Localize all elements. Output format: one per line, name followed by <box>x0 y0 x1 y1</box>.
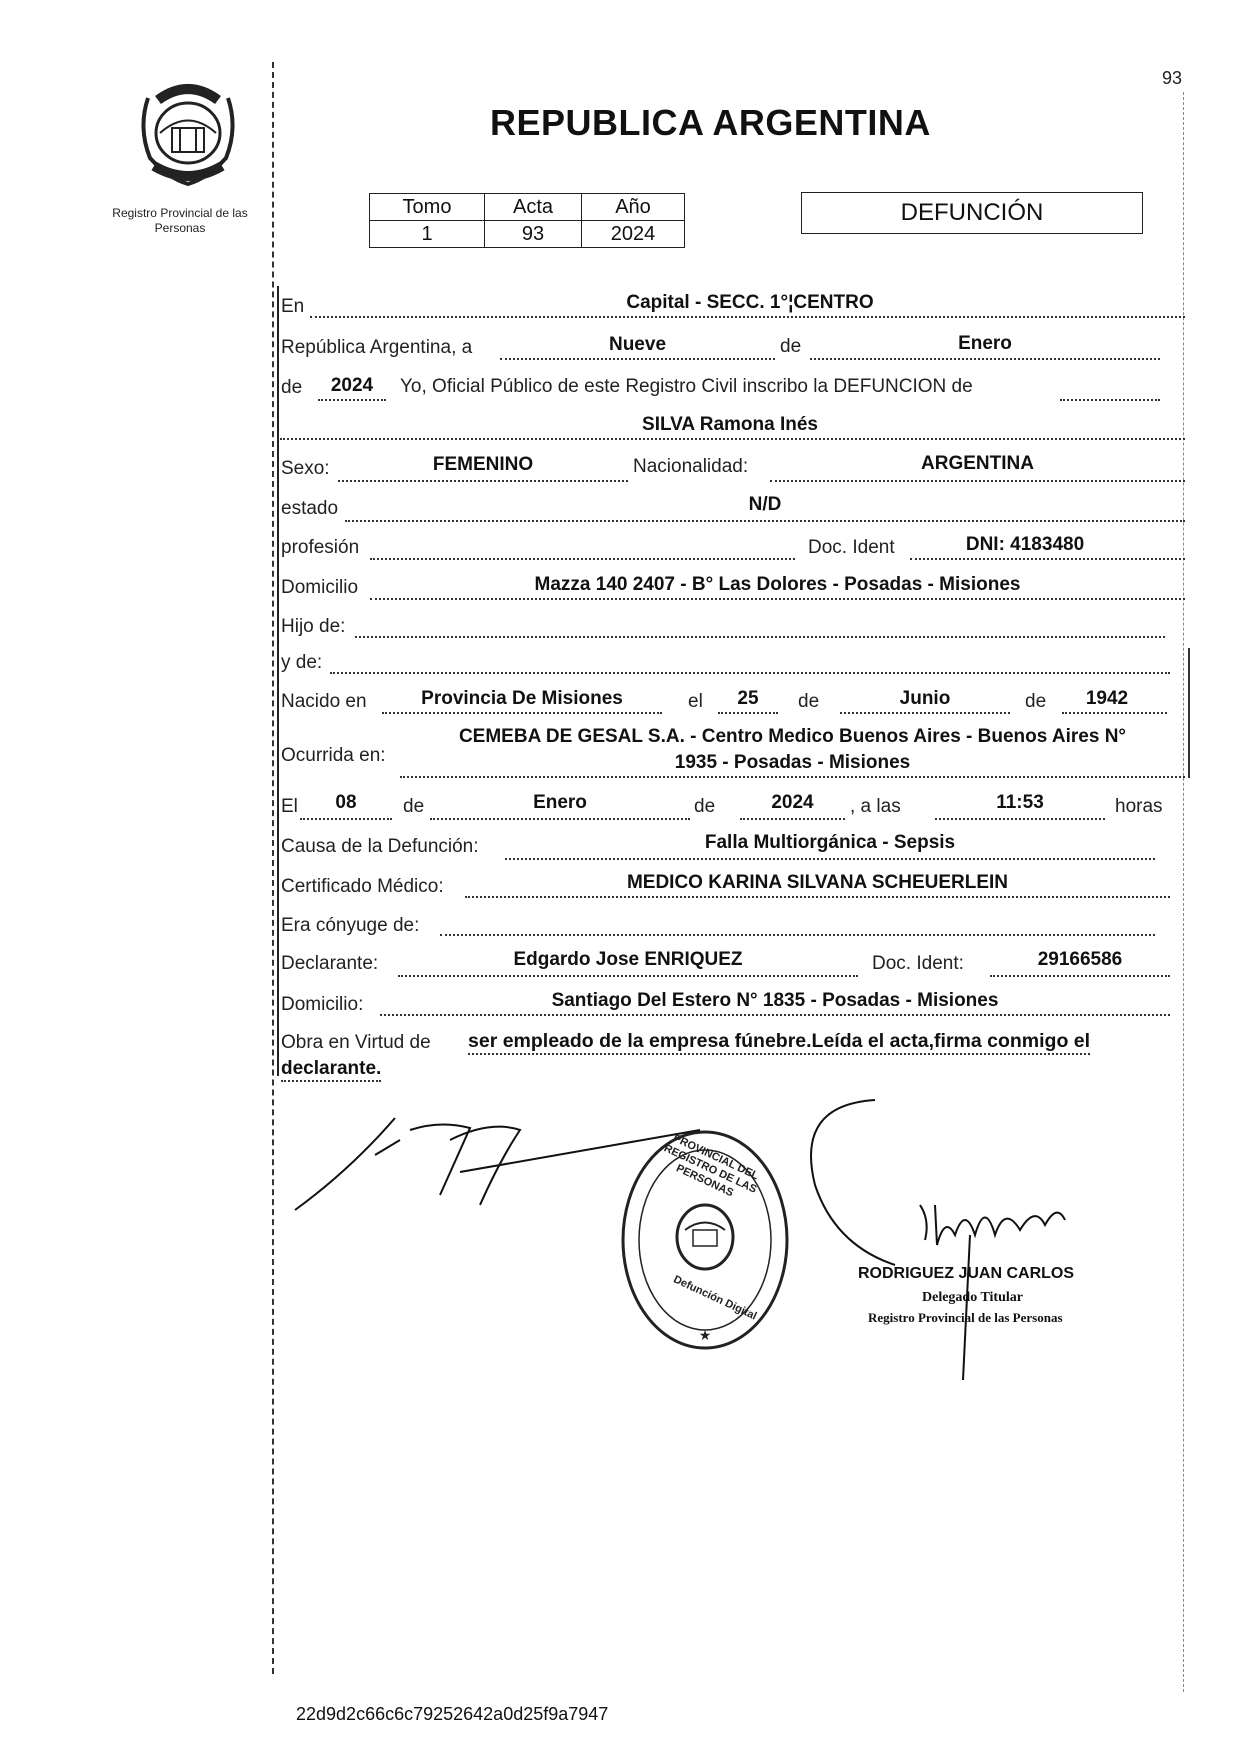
year-value: 2024 <box>330 375 374 396</box>
year-line <box>318 399 386 401</box>
birth-place: Provincia De Misiones <box>421 688 623 709</box>
record-table <box>369 193 685 248</box>
y-de-line <box>330 672 1170 674</box>
doc-ident2-line <box>990 975 1170 977</box>
domicilio2-label: Domicilio: <box>281 994 364 1015</box>
death-month: Enero <box>533 792 587 813</box>
obra-label: Obra en Virtud de <box>281 1032 431 1053</box>
month-line <box>810 358 1160 360</box>
form-left-border <box>277 286 279 1076</box>
acta-header: Acta <box>485 194 582 221</box>
de-label: de <box>780 336 802 357</box>
tomo-header: Tomo <box>370 194 485 221</box>
birth-day: 25 <box>737 688 759 709</box>
right-bracket-1 <box>1188 648 1190 778</box>
death-time: 11:53 <box>996 792 1044 813</box>
doc-ident-value: DNI: 4183480 <box>965 534 1085 555</box>
domicilio-value: Mazza 140 2407 - B° Las Dolores - Posadas - Misiones <box>534 574 1021 595</box>
ocurrida-line2: 1935 - Posadas - Misiones <box>674 752 911 773</box>
anio-value: 2024 <box>582 221 685 248</box>
name-line <box>280 438 1185 440</box>
sexo-line <box>338 480 628 482</box>
doc-ident2-label: Doc. Ident: <box>872 953 964 974</box>
certificado-line <box>465 896 1170 898</box>
act-type: DEFUNCIÓN <box>900 199 1044 226</box>
deceased-name: SILVA Ramona Inés <box>642 414 818 435</box>
declarante-line <box>398 975 858 977</box>
sexo-label: Sexo: <box>281 458 330 479</box>
left-margin-line <box>272 62 274 1674</box>
horas-label: horas <box>1115 796 1163 817</box>
profesion-line <box>370 558 795 560</box>
nacionalidad-value: ARGENTINA <box>921 453 1034 474</box>
nacionalidad-label: Nacionalidad: <box>633 456 749 477</box>
officer-signature <box>795 1095 1125 1395</box>
place-line <box>310 316 1185 318</box>
right-margin-line <box>1183 92 1184 1692</box>
estado-line <box>345 520 1185 522</box>
death-month-line <box>430 818 690 820</box>
domicilio2-line <box>380 1014 1170 1016</box>
nacido-en-label: Nacido en <box>281 691 367 712</box>
page-number: 93 <box>1162 68 1183 88</box>
inscription-line <box>1060 399 1160 401</box>
death-year-line <box>740 818 845 820</box>
seal-text: PROVINCIAL DEL REGISTRO DE LAS PERSONAS <box>661 1132 761 1200</box>
domicilio-line <box>370 598 1185 600</box>
estado-value: N/D <box>748 494 782 515</box>
de-year-label: de <box>281 377 303 398</box>
el2-label: El <box>281 796 298 817</box>
day-line <box>500 358 775 360</box>
day-text: Nueve <box>608 334 667 355</box>
birth-month-line <box>840 712 1010 714</box>
conyuge-label: Era cónyuge de: <box>281 915 420 936</box>
profesion-label: profesión <box>281 537 360 558</box>
birth-de2-label: de <box>1025 691 1047 712</box>
causa-label: Causa de la Defunción: <box>281 836 479 857</box>
provincial-emblem-logo <box>128 78 248 194</box>
y-de-label: y de: <box>281 652 323 673</box>
hijo-de-line <box>355 636 1165 638</box>
republica-label: República Argentina, a <box>281 337 473 358</box>
birth-day-line <box>718 712 778 714</box>
causa-line <box>505 858 1155 860</box>
birth-de-label: de <box>798 691 820 712</box>
place-value: Capital - SECC. 1°¦CENTRO <box>626 292 874 313</box>
officer-name: RODRIGUEZ JUAN CARLOS <box>858 1265 1075 1282</box>
birth-year: 1942 <box>1085 688 1129 709</box>
certificado-label: Certificado Médico: <box>281 876 444 897</box>
tomo-value: 1 <box>370 221 485 248</box>
birth-month: Junio <box>899 688 951 709</box>
obra-line1: ser empleado de la empresa fúnebre.Leída el acta,firma conmigo el <box>468 1030 1090 1055</box>
nacionalidad-line <box>770 480 1185 482</box>
ocurrida-line <box>400 776 1185 778</box>
doc-ident-label: Doc. Ident <box>808 537 895 558</box>
declarante-label: Declarante: <box>281 953 379 974</box>
svg-text:★: ★ <box>698 1328 712 1344</box>
month-text: Enero <box>958 333 1012 354</box>
declarante-value: Edgardo Jose ENRIQUEZ <box>513 949 743 970</box>
conyuge-line <box>440 934 1155 936</box>
birth-year-line <box>1062 712 1167 714</box>
document-hash: 22d9d2c66c6c79252642a0d25f9a7947 <box>296 1704 609 1724</box>
act-type-box <box>801 192 1143 234</box>
obra-line2: declarante. <box>281 1058 381 1082</box>
sexo-value: FEMENINO <box>432 454 534 475</box>
death-de-label: de <box>403 796 425 817</box>
officer-title: Delegado Titular <box>922 1290 1023 1305</box>
death-day: 08 <box>335 792 357 813</box>
inscription-text: Yo, Oficial Público de este Registro Civil inscribo la DEFUNCION de <box>400 376 973 397</box>
doc-ident2-value: 29166586 <box>1037 949 1123 970</box>
causa-value: Falla Multiorgánica - Sepsis <box>704 832 956 853</box>
acta-value: 93 <box>485 221 582 248</box>
domicilio-label: Domicilio <box>281 577 359 598</box>
country-title: REPUBLICA ARGENTINA <box>490 102 931 143</box>
death-de2-label: de <box>694 796 716 817</box>
birth-place-line <box>382 712 662 714</box>
a-las-label: , a las <box>850 796 901 817</box>
death-year: 2024 <box>771 792 814 813</box>
death-day-line <box>300 818 392 820</box>
estado-label: estado <box>281 498 339 519</box>
seal-inner-text: Defunción Digital <box>671 1273 759 1323</box>
ocurrida-line1: CEMEBA DE GESAL S.A. - Centro Medico Buenos Aires - Buenos Aires N° <box>458 726 1127 747</box>
en-label: En <box>281 296 305 317</box>
hijo-de-label: Hijo de: <box>281 616 346 637</box>
registry-name: Registro Provincial de las Personas <box>112 206 248 235</box>
death-time-line <box>935 818 1105 820</box>
certificado-value: MEDICO KARINA SILVANA SCHEUERLEIN <box>626 872 1009 893</box>
anio-header: Año <box>582 194 685 221</box>
ocurrida-label: Ocurrida en: <box>281 745 386 766</box>
doc-ident-line <box>910 558 1185 560</box>
domicilio2-value: Santiago Del Estero N° 1835 - Posadas - Misiones <box>551 990 999 1011</box>
el-label: el <box>688 691 703 712</box>
officer-registry: Registro Provincial de las Personas <box>868 1310 1063 1325</box>
